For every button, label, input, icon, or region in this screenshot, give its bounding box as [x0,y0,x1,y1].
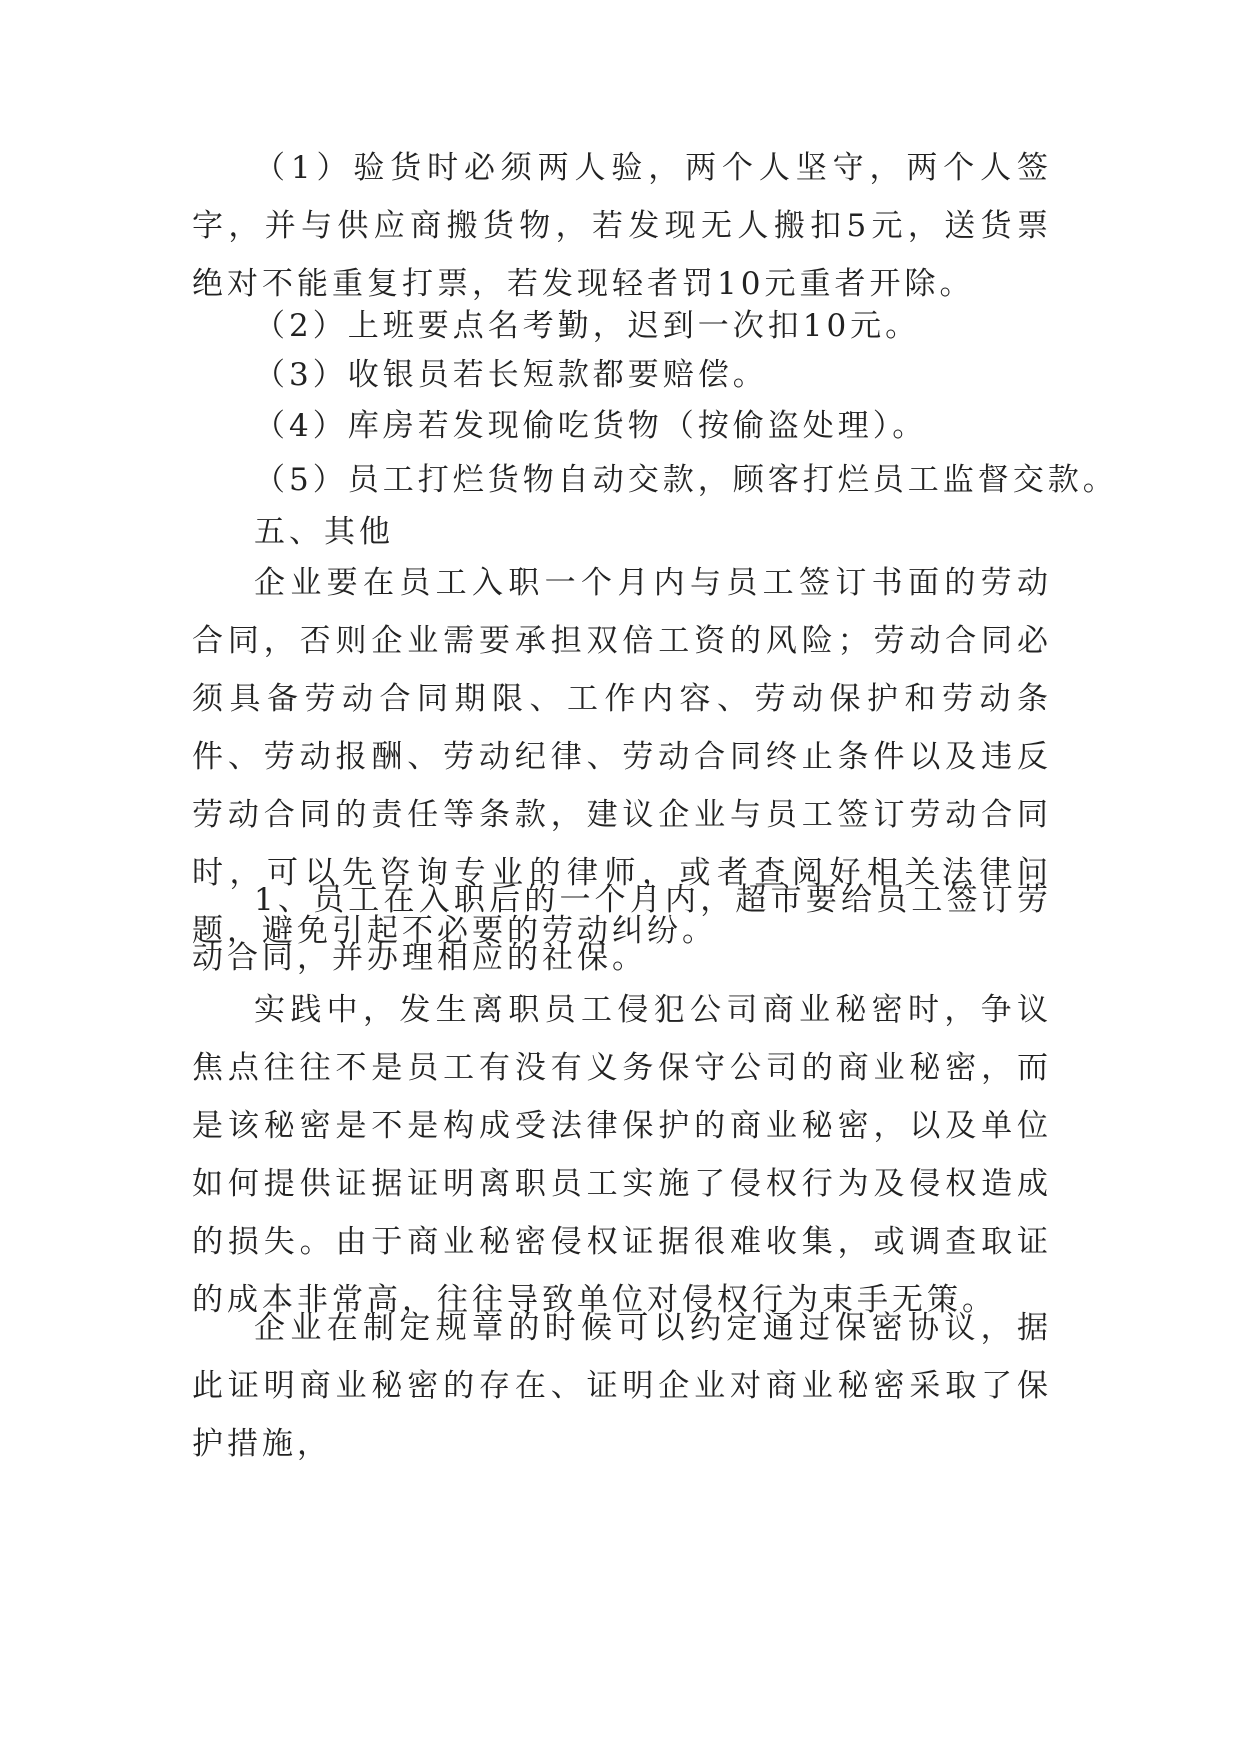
paragraph-cashier-rule: （3）收银员若长短款都要赔偿。 [254,357,768,393]
paragraph-warehouse-rule: （4）库房若发现偷吃货物（按偷盗处理）。 [254,408,928,444]
paragraph-damage-rule: （5）员工打烂货物自动交款，顾客打烂员工监督交款。 [254,462,1118,498]
paragraph-social-insurance: 1、员工在入职后的一个月内，超市要给员工签订劳动合同，并办理相应的社保。 [192,882,1052,976]
paragraph-trade-secret-practice: 实践中，发生离职员工侵犯公司商业秘密时，争议焦点往往不是员工有没有义务保守公司的商业秘密，而是该秘密是不是构成受法律保护的商业秘密，以及单位如何提供证据证明离职员工实施了侵权行为及侵权造成的损失。由于商业秘密侵权证据很难收集，或调查取证的成本非常高，往往导致单位对侵权行为束手无策。 [192,992,1052,1318]
paragraph-labor-contract: 企业要在员工入职一个月内与员工签订书面的劳动合同，否则企业需要承担双倍工资的风险；劳动合同必须具备劳动合同期限、工作内容、劳动保护和劳动条件、劳动报酬、劳动纪律、劳动合同终止条件以及违反劳动合同的责任等条款，建议企业与员工签订劳动合同时，可以先咨询专业的律师，或者查阅好相关法律问题，避免引起不必要的劳动纠纷。 [192,565,1052,949]
paragraph-inspection-rule: （1）验货时必须两人验，两个人坚守，两个人签字，并与供应商搬货物，若发现无人搬扣5元，送货票绝对不能重复打票，若发现轻者罚10元重者开除。 [192,150,1052,302]
section-heading-other: 五、其他 [254,514,394,550]
paragraph-confidentiality-agreement: 企业在制定规章的时候可以约定通过保密协议，据此证明商业秘密的存在、证明企业对商业秘密采取了保护措施， [192,1310,1052,1462]
paragraph-attendance-rule: （2）上班要点名考勤，迟到一次扣10元。 [254,308,921,344]
